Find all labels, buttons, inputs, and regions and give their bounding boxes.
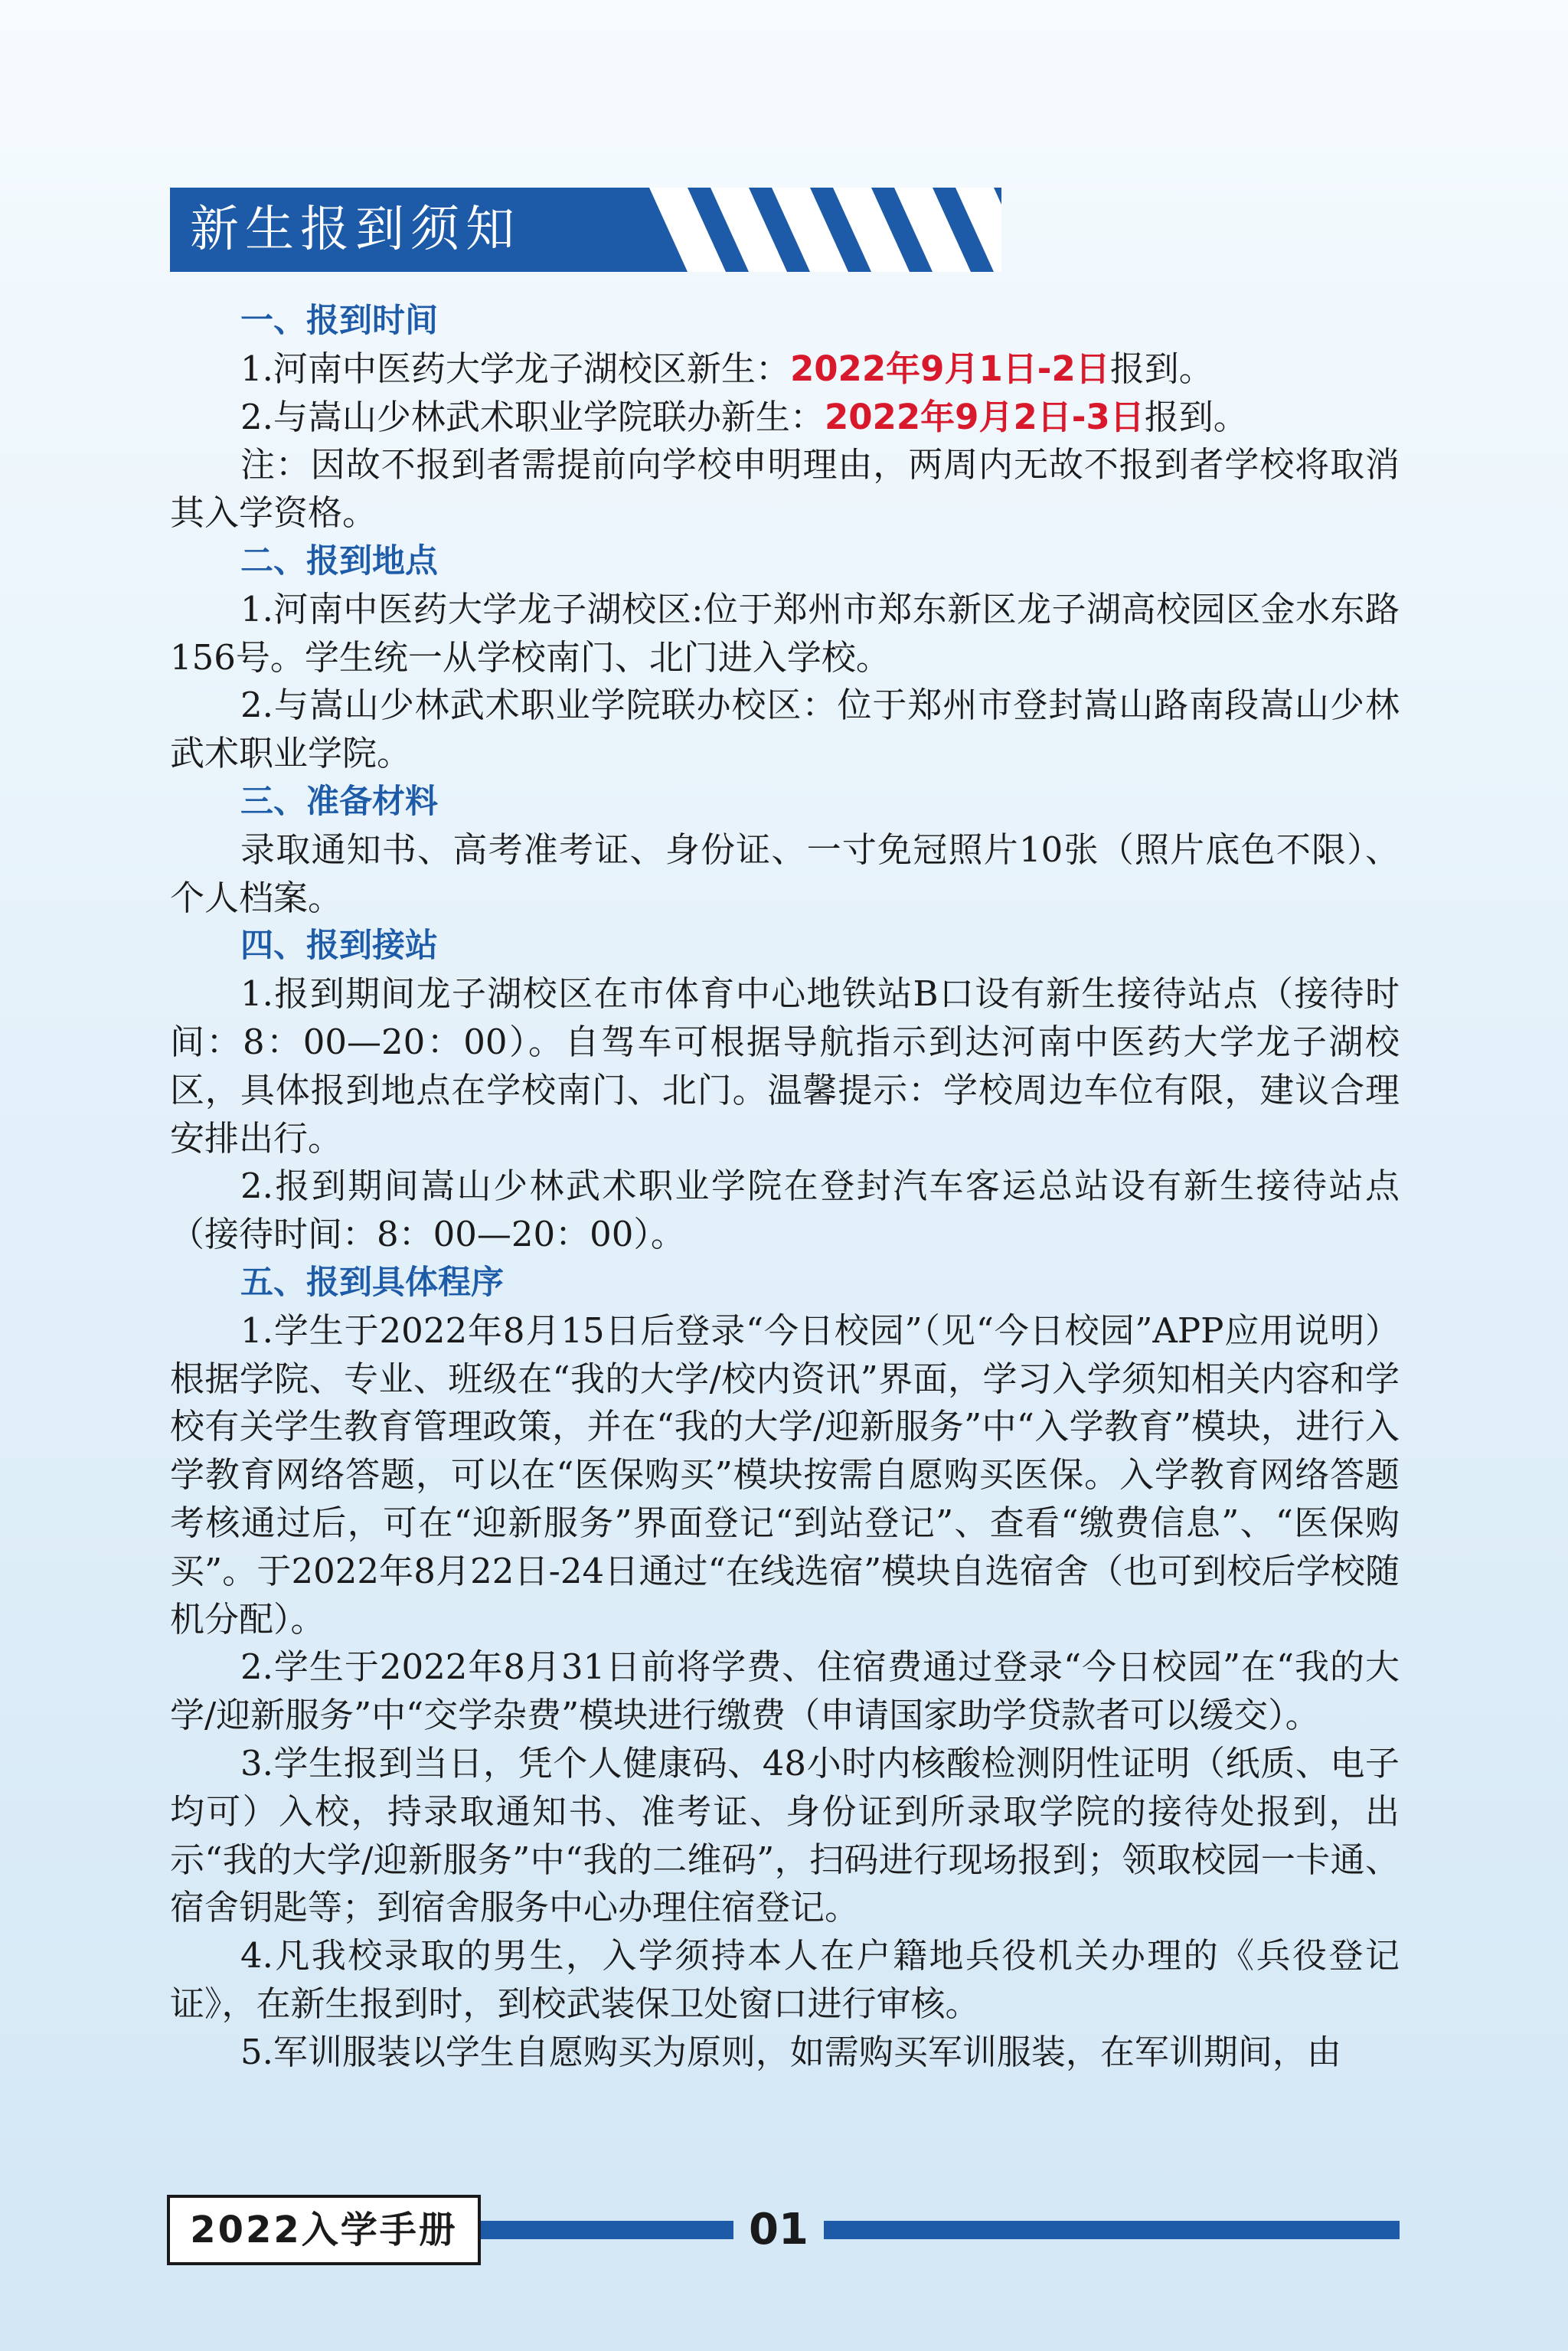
paragraph: 2.与嵩山少林武术职业学院联办校区：位于郑州市登封嵩山路南段嵩山少林武术职业学院。 xyxy=(170,685,1400,774)
text: 报到。 xyxy=(1109,348,1214,389)
note-paragraph: 注：因故不报到者需提前向学校申明理由，两周内无故不报到者学校将取消其入学资格。 xyxy=(170,444,1400,534)
diagonal-stripes-decoration xyxy=(603,188,1001,272)
section-heading: 一、报到时间 xyxy=(240,302,438,340)
section-title-bar xyxy=(170,188,1001,272)
page-number: 01 xyxy=(749,2205,808,2255)
text: 1.河南中医药大学龙子湖校区新生： xyxy=(240,348,790,389)
text: 报到。 xyxy=(1144,396,1248,437)
paragraph: 1.河南中医药大学龙子湖校区:位于郑州市郑东新区龙子湖高校园区金水东路156号。学生统一从学校南门、北门进入学校。 xyxy=(170,588,1400,678)
section-heading: 四、报到接站 xyxy=(240,927,438,966)
notice-body xyxy=(170,297,1400,2076)
section-heading: 三、准备材料 xyxy=(240,782,438,821)
date-highlight: 2022年9月2日-3日 xyxy=(824,396,1145,437)
text: 2.与嵩山少林武术职业学院联办新生： xyxy=(240,396,825,437)
date-highlight: 2022年9月1日-2日 xyxy=(789,348,1110,389)
footer-rule-left xyxy=(481,2221,733,2239)
paragraph xyxy=(170,345,1400,394)
paragraph: 3.学生报到当日，凭个人健康码、48小时内核酸检测阴性证明（纸质、电子均可）入校，持录取通知书、准考证、身份证到所录取学院的接待处报到，出示“我的大学/迎新服务”中“我的二维码”，扫码进行现场报到；领取校园一卡通、宿舍钥匙等；到宿舍服务中心办理住宿登记。 xyxy=(170,1742,1400,1928)
paragraph: 5.军训服装以学生自愿购买为原则，如需购买军训服装，在军训期间，由 xyxy=(240,2031,1341,2072)
section-heading: 二、报到地点 xyxy=(240,541,438,580)
page-title: 新生报到须知 xyxy=(190,201,521,258)
handbook-label: 2022入学手册 xyxy=(167,2195,481,2265)
paragraph: 2.报到期间嵩山少林武术职业学院在登封汽车客运总站设有新生接待站点（接待时间：8：00—20：00）。 xyxy=(170,1166,1400,1255)
section-heading: 五、报到具体程序 xyxy=(240,1263,504,1302)
paragraph: 录取通知书、高考准考证、身份证、一寸免冠照片10张（照片底色不限）、个人档案。 xyxy=(170,829,1400,918)
footer-rule-right xyxy=(824,2221,1400,2239)
paragraph: 1.学生于2022年8月15日后登录“今日校园”（见“今日校园”APP应用说明）根据学院、专业、班级在“我的大学/校内资讯”界面，学习入学须知相关内容和学校有关学生教育管理政策，并在“我的大学/迎新服务”中“入学教育”模块，进行入学教育网络答题，可以在“医保购买”模块按需自愿购买医保。入学教育网络答题考核通过后，可在“迎新服务”界面登记“到站登记”、查看“缴费信息”、“医保购买”。于2022年8月22日-24日通过“在线选宿”模块自选宿舍（也可到校后学校随机分配）。 xyxy=(170,1310,1400,1640)
paragraph xyxy=(170,394,1400,442)
paragraph: 1.报到期间龙子湖校区在市体育中心地铁站B口设有新生接待站点（接待时间：8：00—20：00）。自驾车可根据导航指示到达河南中医药大学龙子湖校区，具体报到地点在学校南门、北门。温馨提示：学校周边车位有限，建议合理安排出行。 xyxy=(170,973,1400,1159)
paragraph: 4.凡我校录取的男生，入学须持本人在户籍地兵役机关办理的《兵役登记证》，在新生报到时，到校武装保卫处窗口进行审核。 xyxy=(170,1935,1400,2024)
paragraph: 2.学生于2022年8月31日前将学费、住宿费通过登录“今日校园”在“我的大学/迎新服务”中“交学杂费”模块进行缴费（申请国家助学贷款者可以缓交）。 xyxy=(170,1646,1400,1736)
